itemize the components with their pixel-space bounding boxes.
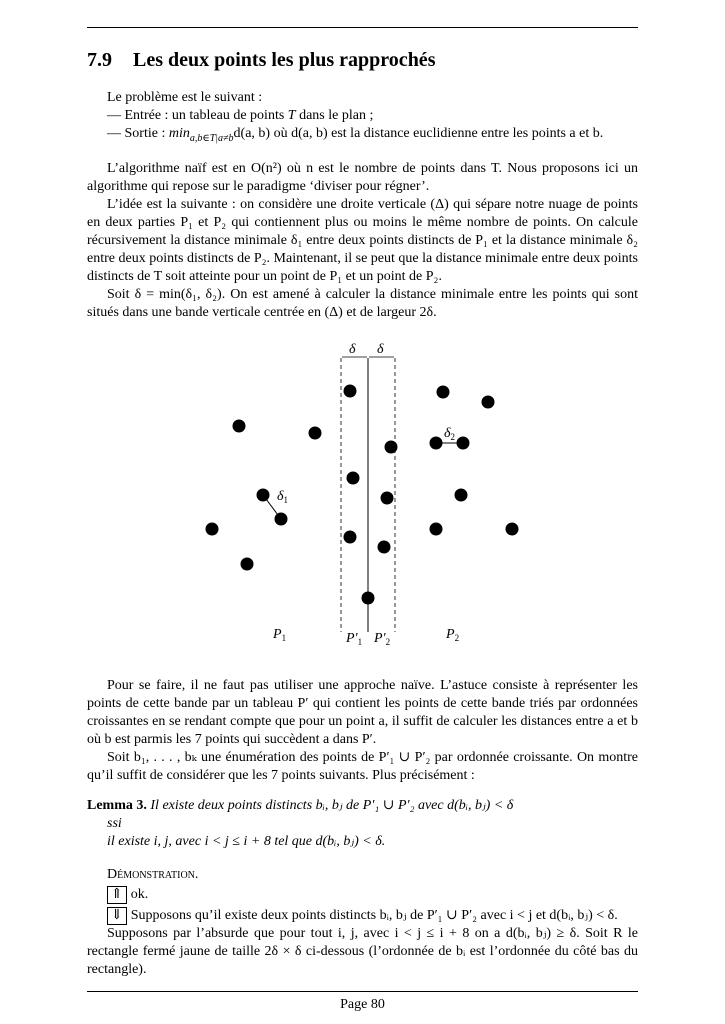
lemma-line-3: il existe i, j, avec i < j ≤ i + 8 tel que d(bᵢ, bⱼ) < δ. <box>107 834 386 849</box>
section-heading <box>87 47 435 73</box>
label-P2: $P_2$ <box>446 627 460 643</box>
intro-item-output: — Sortie : $\min_{a,b\in T|a\ne b}d(a$, b) où d(a, b) est la distance euclidienne entre les points a et b. <box>107 126 604 144</box>
point-10 <box>381 492 394 505</box>
proof-block <box>87 866 638 979</box>
paragraph-trick: Pour se faire, il ne faut pas utiliser une approche naïve. L’astuce consiste à représenter les points de cette bande par un tableau P′ qui contient les points de cette bande triés par ordonnées croissantes en se rendant compte que pour un point a, il suffit de calculer les distances entre a et b où b est parmis les 7 points qui succèdent a dans P′. <box>87 678 638 747</box>
lemma-label: Lemma 3. <box>87 798 147 813</box>
paragraph-delta: Soit δ = min(δ₁, δ₂). On est amené à calculer la distance minimale entre les points qui sont situés dans une bande verticale centrée en (Δ) et de largeur 2δ. <box>87 287 638 320</box>
label-delta2: $\delta_2$ <box>444 426 456 442</box>
section-title: Les deux points les plus rapprochés <box>133 49 436 71</box>
proof-heading: Démonstration. <box>107 867 199 882</box>
lemma-line-2: ssi <box>107 816 122 831</box>
lemma-block <box>87 797 638 851</box>
point-16 <box>430 437 443 450</box>
label-P1: $P_1$ <box>273 627 287 643</box>
point-2 <box>309 427 322 440</box>
label-P2-prime: $P'_2$ <box>374 631 391 647</box>
section-number: 7.9 <box>87 49 112 71</box>
point-3 <box>257 489 270 502</box>
label-delta-left: δ <box>349 342 356 357</box>
bottom-rule <box>87 991 638 992</box>
label-P1-prime: $P'_1$ <box>346 631 363 647</box>
points-figure <box>0 330 725 650</box>
point-14 <box>437 386 450 399</box>
intro-line: Le problème est le suivant : <box>107 90 263 105</box>
point-15 <box>482 396 495 409</box>
figure-points <box>206 385 519 605</box>
point-5 <box>206 523 219 536</box>
point-13 <box>362 592 375 605</box>
proof-down: ⇓ Supposons qu’il existe deux points distincts bᵢ, bⱼ de P′₁ ∪ P′₂ avec i < j et d(bᵢ, bⱼ) < δ. <box>87 907 638 925</box>
top-rule <box>87 27 638 28</box>
point-11 <box>344 531 357 544</box>
proof-up: ⇑ ok. <box>87 886 638 904</box>
point-1 <box>233 420 246 433</box>
body-block <box>87 160 638 322</box>
paragraph-naive: L’algorithme naïf est en O(n²) où n est le nombre de points dans T. Nous proposons ici un algorithme qui repose sur le paradigme ‘diviser pour régner’. <box>87 161 638 194</box>
point-17 <box>457 437 470 450</box>
point-4 <box>275 513 288 526</box>
figure-pair-links <box>263 443 463 519</box>
point-9 <box>347 472 360 485</box>
label-delta1: $\delta_1$ <box>277 489 289 505</box>
intro-block <box>87 89 638 143</box>
point-7 <box>344 385 357 398</box>
implies-up-box: ⇑ <box>107 886 127 904</box>
proof-absurd: Supposons par l’absurde que pour tout i, j, avec i < j ≤ i + 8 on a d(bᵢ, bⱼ) ≥ δ. Soit R le rectangle fermé jaune de taille 2δ × δ ci-dessous (l’ordonnée de bᵢ est l’ordonnée du côté bas du rectangle). <box>87 926 638 977</box>
point-18 <box>455 489 468 502</box>
point-12 <box>378 541 391 554</box>
body-block-2 <box>87 677 638 785</box>
page-number: Page 80 <box>340 997 385 1012</box>
paragraph-enumeration: Soit b₁, . . . , bₖ une énumération des points de P′₁ ∪ P′₂ par ordonnée croissante. On montre qu’il suffit de considérer que les 7 points suivants. Plus précisément : <box>87 750 638 783</box>
paragraph-idea: L’idée est la suivante : on considère une droite verticale (Δ) qui sépare notre nuage de points en deux parties P₁ et P₂ qui contiennent plus ou moins le même nombre de points. On calcule récursivement la distance minimale δ₁ entre deux points distincts de P₁ et la distance minimale δ₂ entre deux points distincts de P₂. Maintenant, il se peut que la distance minimale entre deux points distincts de T soit atteinte pour un point de P₁ et un point de P₂. <box>87 197 638 284</box>
label-delta-right: δ <box>377 342 384 357</box>
implies-down-box: ⇓ <box>107 907 127 925</box>
point-19 <box>430 523 443 536</box>
point-20 <box>506 523 519 536</box>
lemma-line-1: Il existe deux points distincts bᵢ, bⱼ de P′₁ ∪ P′₂ avec d(bᵢ, bⱼ) < δ <box>150 798 514 813</box>
intro-item-input: — Entrée : un tableau de points T dans le plan ; <box>107 108 374 123</box>
point-8 <box>385 441 398 454</box>
point-6 <box>241 558 254 571</box>
lemma-statement <box>87 797 638 815</box>
